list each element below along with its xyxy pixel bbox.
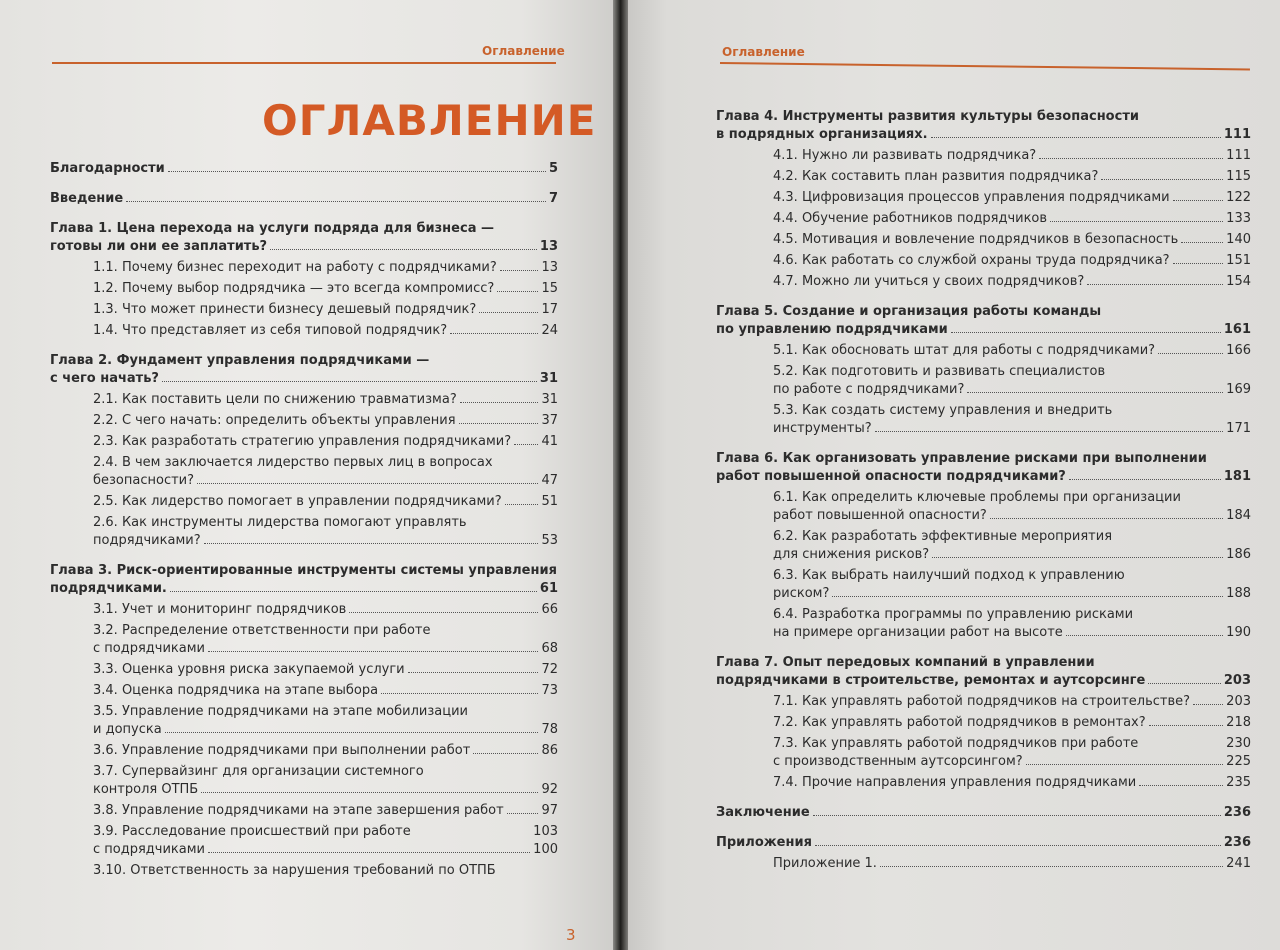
toc-title: ОГЛАВЛЕНИЕ [262,96,597,145]
dot-leader [450,333,538,334]
entry-page-number: 97 [541,803,558,818]
toc-section-entry [50,703,558,739]
entry-page-number-extra: 103 [533,824,558,839]
entry-title-line1: 6.3. Как выбрать наилучший подход к управлению [773,568,1125,583]
toc-section-entry [716,231,1251,249]
entry-title: Введение [50,191,124,206]
dot-leader [1173,200,1224,201]
entry-title: риском? [773,586,830,601]
toc-section-entry [716,855,1251,873]
dot-leader [270,249,537,250]
entry-page-number: 241 [1226,856,1251,871]
toc-section-entry [716,189,1251,207]
entry-page-number: 236 [1223,835,1251,850]
entry-title: 3.10. Ответственность за нарушения требований по ОТПБ [93,863,496,878]
dot-leader [514,444,538,445]
dot-leader [1149,725,1224,726]
entry-title-line1: Глава 5. Создание и организация работы команды [716,304,1102,319]
entry-page-number: 53 [541,533,558,548]
entry-page-number: 133 [1226,211,1251,226]
entry-title: 1.4. Что представляет из себя типовой подрядчик? [93,323,448,338]
dot-leader [126,201,546,202]
entry-page-number: 188 [1226,586,1251,601]
entry-page-number: 190 [1226,625,1251,640]
dot-leader [1193,704,1223,705]
entry-title-line1: 6.4. Разработка программы по управлению рисками [773,607,1134,622]
entry-page-number: 171 [1226,421,1251,436]
entry-title-line1: 2.6. Как инструменты лидерства помогают управлять [93,515,467,530]
toc-section-entry [716,147,1251,165]
entry-title: готовы ли они ее заплатить? [50,239,268,254]
dot-leader [815,845,1221,846]
dot-leader [208,852,530,853]
book-gutter [613,0,628,950]
entry-page-number: 41 [541,434,558,449]
dot-leader [1087,284,1223,285]
entry-title-line1: 6.2. Как разработать эффективные мероприятия [773,529,1113,544]
dot-leader [197,483,538,484]
dot-leader [168,171,546,172]
toc-chapter-entry [50,562,558,598]
entry-title: для снижения рисков? [773,547,930,562]
dot-leader [165,732,539,733]
entry-title-line1: 5.2. Как подготовить и развивать специалистов [773,364,1106,379]
entry-title-line1: Глава 2. Фундамент управления подрядчиками — [50,353,430,368]
right-page [628,0,1280,950]
entry-title: 7.1. Как управлять работой подрядчиков на строительстве? [773,694,1191,709]
toc-section-entry [716,528,1251,564]
entry-title-line1: 3.5. Управление подрядчиками на этапе мобилизации [93,704,468,719]
toc-section-entry [716,489,1251,525]
dot-leader [875,431,1224,432]
entry-page-number: 78 [541,722,558,737]
toc-section-entry [50,259,558,277]
entry-title: по управлению подрядчиками [716,322,948,337]
entry-page-number: 31 [541,392,558,407]
dot-leader [931,137,1221,138]
toc-chapter-entry [50,190,558,208]
entry-title-line1: Глава 6. Как организовать управление рисками при выполнении [716,451,1207,466]
toc-section-entry [50,802,558,820]
dot-leader [349,612,538,613]
dot-leader [507,813,539,814]
entry-title: 1.2. Почему выбор подрядчика — это всегда компромисс? [93,281,495,296]
entry-title: подрядчиками? [93,533,201,548]
toc-section-entry [50,454,558,490]
page-number: 3 [566,926,576,944]
entry-page-number: 7 [548,191,558,206]
toc-section-entry [50,601,558,619]
entry-page-number: 73 [541,683,558,698]
entry-title: Приложение 1. [773,856,877,871]
entry-page-number: 203 [1223,673,1251,688]
dot-leader [1101,179,1223,180]
entry-title: работ повышенной опасности? [773,508,987,523]
toc-section-entry [50,742,558,760]
dot-leader [473,753,538,754]
toc-section-entry [50,322,558,340]
entry-page-number: 86 [541,743,558,758]
header-rule [52,62,556,64]
entry-page-number: 184 [1226,508,1251,523]
dot-leader [1173,263,1224,264]
dot-leader [479,312,538,313]
entry-title: 3.3. Оценка уровня риска закупаемой услуги [93,662,405,677]
entry-title: подрядчиками в строительстве, ремонтах и аутсорсинге [716,673,1146,688]
entry-page-number: 5 [548,161,558,176]
entry-title: 4.6. Как работать со службой охраны труда подрядчика? [773,253,1170,268]
entry-page-number: 111 [1223,127,1251,142]
entry-page-number: 37 [541,413,558,428]
toc-section-entry [50,493,558,511]
toc-section-entry [50,823,558,859]
toc-section-entry [50,514,558,550]
entry-page-number: 151 [1226,253,1251,268]
toc-section-entry [716,252,1251,270]
entry-page-number: 140 [1226,232,1251,247]
entry-title: подрядчиками. [50,581,167,596]
entry-title: 7.4. Прочие направления управления подрядчиками [773,775,1137,790]
entry-title: 1.1. Почему бизнес переходит на работу с подрядчиками? [93,260,497,275]
entry-page-number: 92 [541,782,558,797]
toc-section-entry [50,391,558,409]
toc-chapter-entry [716,654,1251,690]
toc-section-entry [716,735,1251,771]
entry-page-number: 13 [539,239,558,254]
toc-chapter-entry [716,804,1251,822]
toc-section-entry [716,774,1251,792]
entry-title-line1: 3.2. Распределение ответственности при работе [93,623,431,638]
dot-leader [459,423,539,424]
entry-title-line1: 6.1. Как определить ключевые проблемы при организации [773,490,1181,505]
entry-title: Приложения [716,835,812,850]
dot-leader [204,543,539,544]
entry-title: с подрядчиками [93,842,205,857]
toc-section-entry [716,606,1251,642]
toc-section-entry [50,763,558,799]
dot-leader [505,504,539,505]
toc-chapter-entry [716,450,1251,486]
entry-page-number: 17 [541,302,558,317]
entry-page-number: 161 [1223,322,1251,337]
dot-leader [990,518,1223,519]
entry-title: на примере организации работ на высоте [773,625,1063,640]
entry-page-number: 13 [541,260,558,275]
dot-leader [813,815,1221,816]
toc-section-entry [50,862,558,880]
toc-chapter-entry [50,220,558,256]
dot-leader [1039,158,1223,159]
entry-page-number: 51 [541,494,558,509]
dot-leader [1158,353,1223,354]
entry-title-line1: Глава 3. Риск-ориентированные инструменты системы управления [50,563,557,578]
entry-title: 4.1. Нужно ли развивать подрядчика? [773,148,1037,163]
toc-section-entry [50,682,558,700]
running-head: Оглавление [722,45,805,59]
toc-chapter-entry [716,108,1251,144]
entry-title: 2.5. Как лидерство помогает в управлении подрядчиками? [93,494,502,509]
toc-chapter-entry [716,303,1251,339]
dot-leader [951,332,1221,333]
dot-leader [500,270,539,271]
entry-title-line1: 7.3. Как управлять работой подрядчиков при работе [773,736,1139,751]
entry-page-number: 235 [1226,775,1251,790]
entry-title: безопасности? [93,473,195,488]
toc-section-entry [50,622,558,658]
toc-chapter-entry [50,352,558,388]
toc-section-entry [716,402,1251,438]
toc-section-entry [716,714,1251,732]
dot-leader [162,381,537,382]
entry-page-number: 181 [1223,469,1251,484]
entry-title: в подрядных организациях. [716,127,928,142]
entry-page-number: 236 [1223,805,1251,820]
entry-page-number: 100 [533,842,558,857]
entry-title: с подрядчиками [93,641,205,656]
toc-section-entry [716,168,1251,186]
left-page [0,0,613,950]
entry-page-number: 47 [541,473,558,488]
entry-title: по работе с подрядчиками? [773,382,965,397]
toc-section-entry [716,342,1251,360]
entry-title: 2.1. Как поставить цели по снижению травматизма? [93,392,457,407]
entry-page-number: 122 [1226,190,1251,205]
entry-page-number: 203 [1226,694,1251,709]
dot-leader [381,693,538,694]
entry-page-number: 115 [1226,169,1251,184]
dot-leader [832,596,1223,597]
entry-title: с чего начать? [50,371,159,386]
entry-page-number: 225 [1226,754,1251,769]
toc-section-entry [50,301,558,319]
entry-title: 4.5. Мотивация и вовлечение подрядчиков в безопасность [773,232,1179,247]
dot-leader [1148,683,1221,684]
entry-title-line1: 3.9. Расследование происшествий при работе [93,824,411,839]
dot-leader [460,402,539,403]
entry-title: 3.8. Управление подрядчиками на этапе завершения работ [93,803,504,818]
entry-title: 4.2. Как составить план развития подрядчика? [773,169,1099,184]
entry-title-line1: Глава 4. Инструменты развития культуры безопасности [716,109,1139,124]
dot-leader [1026,764,1223,765]
entry-title-line1: Глава 7. Опыт передовых компаний в управлении [716,655,1095,670]
toc-section-entry [50,280,558,298]
entry-title: 4.3. Цифровизация процессов управления подрядчиками [773,190,1170,205]
toc-section-entry [50,433,558,451]
toc-section-entry [716,210,1251,228]
toc-section-entry [716,363,1251,399]
entry-title: и допуска [93,722,162,737]
dot-leader [408,672,539,673]
toc-section-entry [50,412,558,430]
entry-title-line1: 2.4. В чем заключается лидерство первых лиц в вопросах [93,455,493,470]
entry-page-number: 166 [1226,343,1251,358]
entry-title: 4.4. Обучение работников подрядчиков [773,211,1048,226]
entry-title: 1.3. Что может принести бизнесу дешевый подрядчик? [93,302,477,317]
entry-page-number: 154 [1226,274,1251,289]
entry-page-number: 169 [1226,382,1251,397]
running-head: Оглавление [482,44,565,58]
entry-title-line1: 3.7. Супервайзинг для организации системного [93,764,424,779]
entry-page-number: 24 [541,323,558,338]
entry-page-number: 186 [1226,547,1251,562]
toc-chapter-entry [716,834,1251,852]
dot-leader [1066,635,1223,636]
entry-page-number: 218 [1226,715,1251,730]
entry-title-line1: 5.3. Как создать систему управления и внедрить [773,403,1113,418]
entry-title: 7.2. Как управлять работой подрядчиков в ремонтах? [773,715,1146,730]
entry-page-number-extra: 230 [1226,736,1251,751]
entry-page-number: 66 [541,602,558,617]
header-rule [720,62,1250,70]
dot-leader [967,392,1223,393]
dot-leader [208,651,538,652]
entry-title: контроля ОТПБ [93,782,199,797]
entry-title: инструменты? [773,421,872,436]
entry-title: 3.4. Оценка подрядчика на этапе выбора [93,683,379,698]
dot-leader [1069,479,1221,480]
toc-chapter-entry [50,160,558,178]
entry-page-number: 15 [541,281,558,296]
entry-title: 2.3. Как разработать стратегию управления подрядчиками? [93,434,512,449]
dot-leader [880,866,1223,867]
toc-section-entry [716,273,1251,291]
entry-title: 3.1. Учет и мониторинг подрядчиков [93,602,347,617]
dot-leader [170,591,537,592]
dot-leader [1139,785,1223,786]
toc-section-entry [716,693,1251,711]
entry-title: Благодарности [50,161,165,176]
entry-page-number: 68 [541,641,558,656]
dot-leader [1050,221,1223,222]
toc-section-entry [716,567,1251,603]
entry-title: с производственным аутсорсингом? [773,754,1023,769]
dot-leader [201,792,538,793]
entry-title: 2.2. С чего начать: определить объекты управления [93,413,456,428]
entry-title: работ повышенной опасности подрядчиками? [716,469,1066,484]
entry-title: 3.6. Управление подрядчиками при выполнении работ [93,743,471,758]
entry-page-number: 111 [1226,148,1251,163]
entry-page-number: 31 [539,371,558,386]
entry-title: 4.7. Можно ли учиться у своих подрядчиков? [773,274,1085,289]
dot-leader [1181,242,1223,243]
entry-title: Заключение [716,805,810,820]
entry-page-number: 72 [541,662,558,677]
entry-title: 5.1. Как обосновать штат для работы с подрядчиками? [773,343,1156,358]
entry-page-number: 61 [539,581,558,596]
toc-section-entry [50,661,558,679]
dot-leader [497,291,538,292]
dot-leader [932,557,1223,558]
entry-title-line1: Глава 1. Цена перехода на услуги подряда для бизнеса — [50,221,494,236]
